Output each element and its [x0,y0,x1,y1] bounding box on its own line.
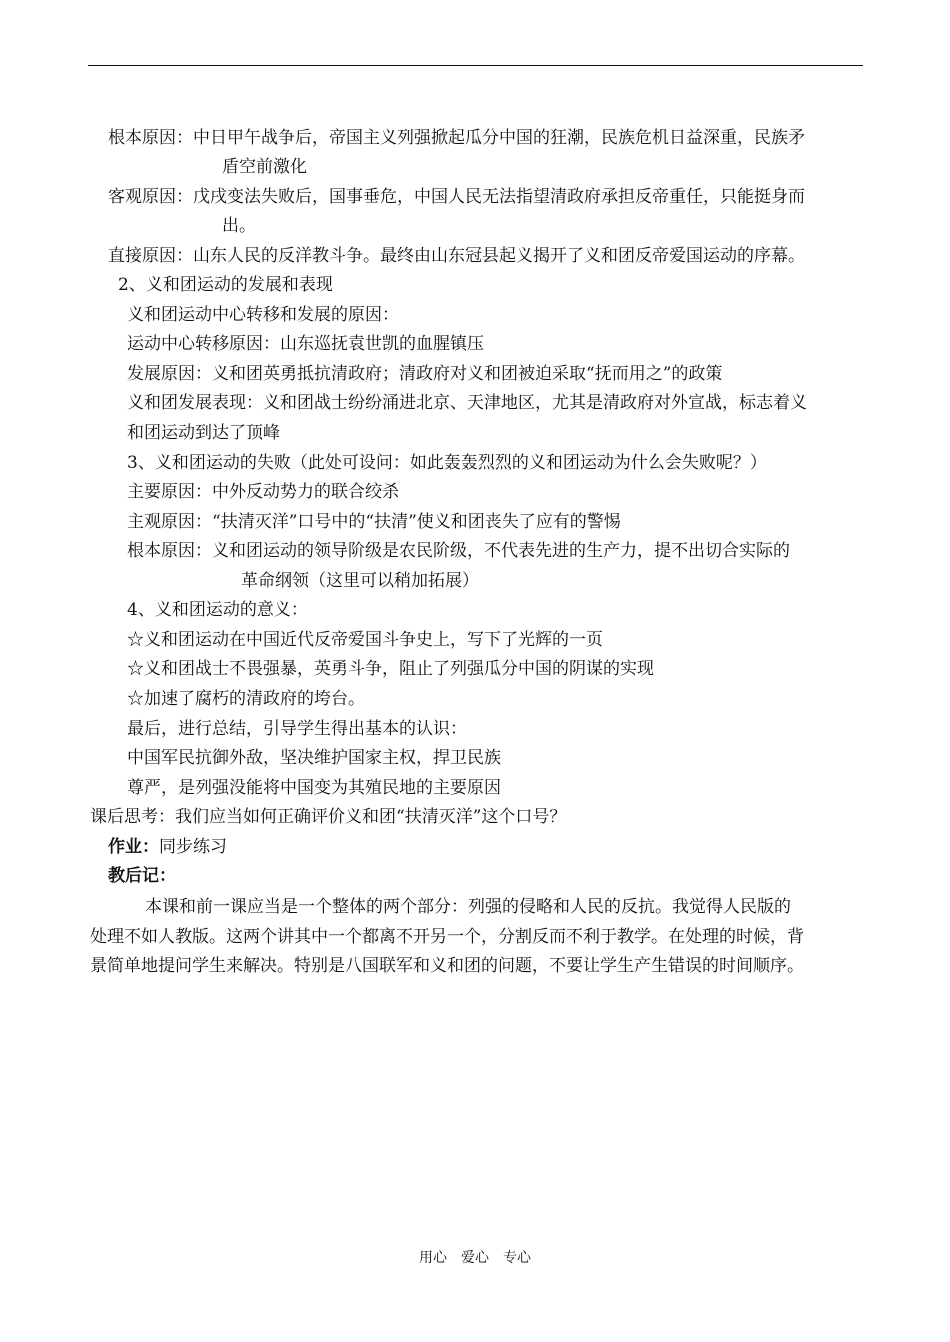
text-line: 革命纲领（这里可以稍加拓展） [241,571,479,591]
text-line: 义和团运动中心转移和发展的原因： [127,305,399,325]
text-line: ☆加速了腐朽的清政府的垮台。 [127,689,365,709]
text-line: 客观原因：戊戌变法失败后，国事垂危，中国人民无法指望清政府承担反帝重任，只能挺身而 [108,187,805,207]
text-line: 直接原因：山东人民的反洋教斗争。最终由山东冠县起义揭开了义和团反帝爱国运动的序幕。 [108,246,805,266]
text-line: 义和团发展表现：义和团战士纷纷涌进北京、天津地区，尤其是清政府对外宣战，标志着义 [127,393,807,413]
page-footer: 用心 爱心 专心 [419,1250,531,1266]
text-line: 尊严，是列强没能将中国变为其殖民地的主要原因 [127,778,501,798]
text-line: 和团运动到达了顶峰 [127,423,280,443]
text-line: ☆义和团运动在中国近代反帝爱国斗争史上，写下了光辉的一页 [127,630,603,650]
text-line: 根本原因：义和团运动的领导阶级是农民阶级，不代表先进的生产力，提不出切合实际的 [127,541,790,561]
homework-line [108,836,227,858]
postscript-line: 本课和前一课应当是一个整体的两个部分：列强的侵略和人民的反抗。我觉得人民版的 [145,897,791,917]
header-rule [88,65,863,66]
section-heading: 3、义和团运动的失败（此处可设问：如此轰轰烈烈的义和团运动为什么会失败呢？） [127,453,767,473]
text-line: 出。 [222,216,256,236]
text-line: 发展原因：义和团英勇抵抗清政府；清政府对义和团被迫采取“抚而用之”的政策 [127,364,723,384]
section-heading: 4、义和团运动的意义： [127,600,308,620]
section-heading: 2、义和团运动的发展和表现 [118,275,333,295]
homework-text: 同步练习 [159,837,227,857]
text-line: 盾空前激化 [222,157,307,177]
homework-label: 作业： [108,837,159,857]
text-line: 中国军民抗御外敌，坚决维护国家主权，捍卫民族 [127,748,501,768]
text-line: ☆义和团战士不畏强暴，英勇斗争，阻止了列强瓜分中国的阴谋的实现 [127,659,654,679]
postscript-line: 处理不如人教版。这两个讲其中一个都离不开另一个，分割反而不利于教学。在处理的时候，背 [90,927,804,947]
postscript-label: 教后记： [108,866,176,886]
text-line: 主观原因：“扶清灭洋”口号中的“扶清”使义和团丧失了应有的警惕 [127,512,621,532]
postscript-line: 景简单地提问学生来解决。特别是八国联军和义和团的问题，不要让学生产生错误的时间顺序。 [90,956,804,976]
text-line: 根本原因：中日甲午战争后，帝国主义列强掀起瓜分中国的狂潮，民族危机日益深重，民族矛 [108,128,805,148]
text-line: 主要原因：中外反动势力的联合绞杀 [127,482,399,502]
text-line: 最后，进行总结，引导学生得出基本的认识： [127,719,467,739]
text-line: 课后思考：我们应当如何正确评价义和团“扶清灭洋”这个口号？ [90,807,567,827]
text-line: 运动中心转移原因：山东巡抚袁世凯的血腥镇压 [127,334,484,354]
